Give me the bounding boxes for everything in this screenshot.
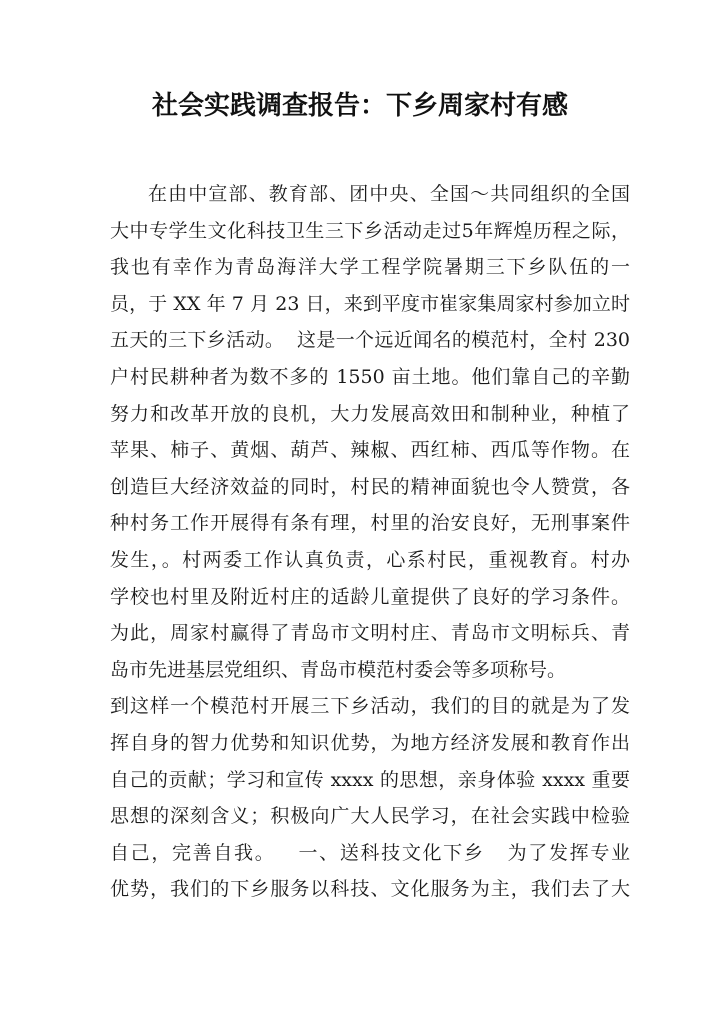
text-line: 到这样一个模范村开展三下乡活动，我们的目的就是为了发 bbox=[110, 695, 630, 718]
text-line: 户村民耕种者为数不多的 1550 亩土地。他们靠自己的辛勤 bbox=[110, 365, 630, 388]
text-line: 为此，周家村赢得了青岛市文明村庄、青岛市文明标兵、青 bbox=[110, 622, 630, 645]
text-line: 自己的贡献；学习和宣传 xxxx 的思想，亲身体验 xxxx 重要 bbox=[110, 768, 630, 791]
text-line: 五天的三下乡活动。 这是一个远近闻名的模范村，全村 230 bbox=[110, 329, 630, 352]
text-line: 大中专学生文化科技卫生三下乡活动走过5年辉煌历程之际， bbox=[110, 219, 630, 242]
text-line: 员，于 XX 年 7 月 23 日，来到平度市崔家集周家村参加立时 bbox=[110, 292, 630, 315]
text-line: 优势，我们的下乡服务以科技、文化服务为主，我们去了大 bbox=[110, 878, 630, 901]
text-line: 挥自身的智力优势和知识优势，为地方经济发展和教育作出 bbox=[110, 731, 630, 754]
text-line: 在由中宣部、教育部、团中央、全国～共同组织的全国 bbox=[148, 183, 630, 205]
text-line: 种村务工作开展得有条有理，村里的治安良好，无刑事案件 bbox=[110, 512, 630, 535]
text-line: 苹果、柿子、黄烟、葫芦、辣椒、西红柿、西瓜等作物。在 bbox=[110, 439, 630, 462]
text-line: 创造巨大经济效益的同时，村民的精神面貌也令人赞赏，各 bbox=[110, 475, 630, 498]
text-line: 岛市先进基层党组织、青岛市模范村委会等多项称号。 bbox=[110, 658, 567, 681]
text-line: 思想的深刻含义；积极向广大人民学习，在社会实践中检验 bbox=[110, 805, 630, 828]
document-title: 社会实践调查报告：下乡周家村有感 bbox=[151, 91, 568, 121]
body-paragraph bbox=[110, 176, 630, 908]
text-line: 我也有幸作为青岛海洋大学工程学院暑期三下乡队伍的一 bbox=[110, 256, 630, 279]
text-line: 学校也村里及附近村庄的适龄儿童提供了良好的学习条件。 bbox=[110, 585, 630, 608]
text-line: 发生，。村两委工作认真负责，心系村民，重视教育。村办 bbox=[110, 548, 630, 571]
text-line: 自己，完善自我。 一、送科技文化下乡 为了发挥专业 bbox=[110, 841, 630, 864]
text-line: 努力和改革开放的良机，大力发展高效田和制种业，种植了 bbox=[110, 402, 630, 425]
